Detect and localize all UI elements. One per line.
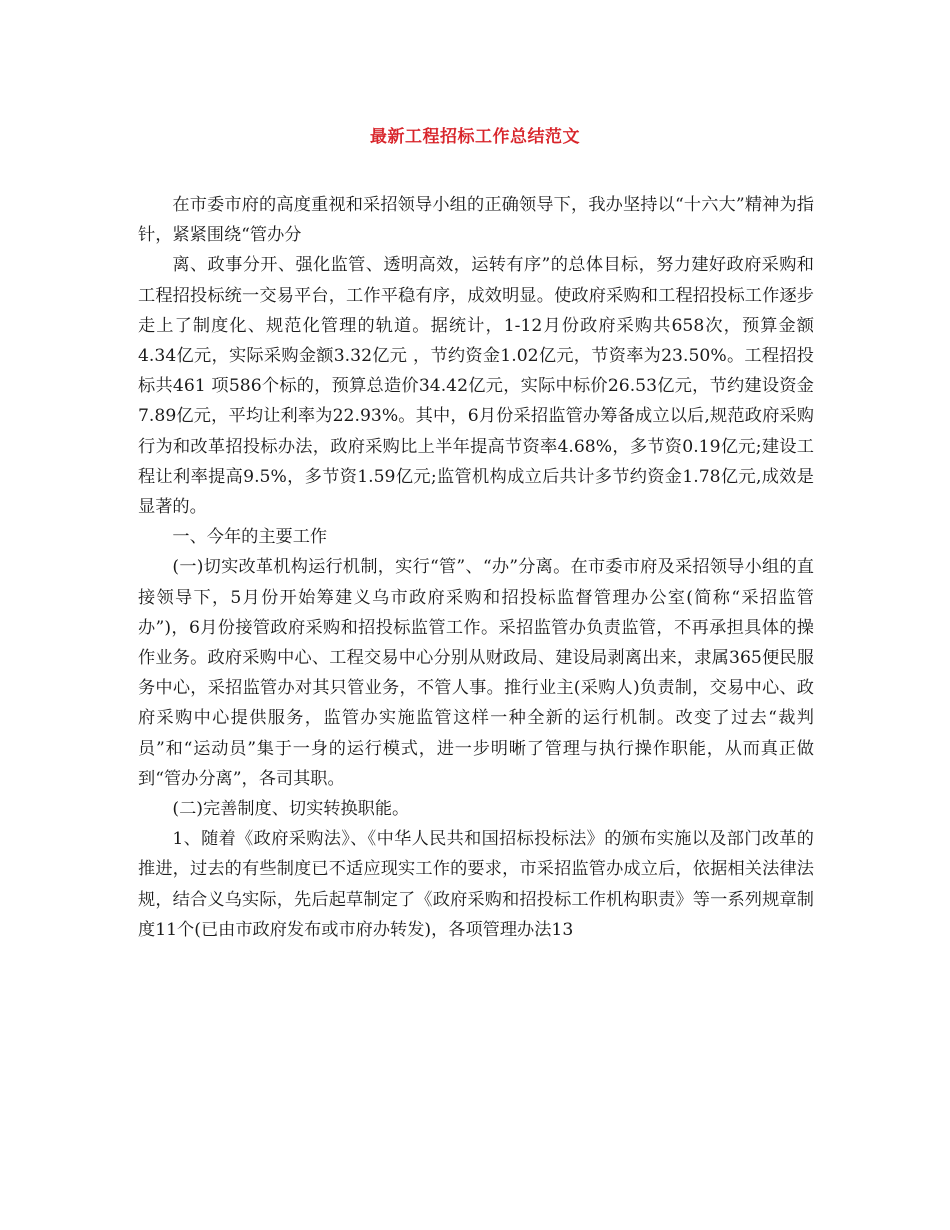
document-title: 最新工程招标工作总结范文 xyxy=(370,127,580,147)
paragraph-regulations: 1、随着《政府采购法》、《中华人民共和国招标投标法》的颁布实施以及部门改革的推进，过去的有些制度已不适应现实工作的要求，市采招监管办成立后，依据相关法律法规，结合义乌实际，先后起草制定了《政府采购和招投标工作机构职责》等一系列规章制度11个(已由市政府发布或市府办转发)，各项管理办法13 xyxy=(138,829,814,940)
subsection-heading-system: (二)完善制度、切实转换职能。 xyxy=(172,799,410,820)
paragraph-summary: 离、政事分开、强化监管、透明高效，运转有序”的总体目标，努力建好政府采购和工程招投标统一交易平台，工作平稳有序，成效明显。使政府采购和工程招投标工作逐步走上了制度化、规范化管理的轨道。据统计，1-12月份政府采购共658次，预算金额4.34亿元，实际采购金额3.32亿元 ，节约资金1.02亿元，节资率为23.50%。工程招投标共461 项586个标的，预算总造价34.42亿元，实际中标价26.53亿元，节约建设资金7.89亿元，平均让利率为22.93%。其中，6月份采招监管办筹备成立以后,规范政府采购行为和改革招投标办法，政府采购比上半年提高节资率4.68%，多节资0.19亿元;建设工程让利率提高9.5%，多节资1.59亿元;监管机构成立后共计多节约资金1.78亿元,成效是显著的。 xyxy=(138,255,814,518)
section-heading-main-work: 一、今年的主要工作 xyxy=(172,527,328,548)
paragraph-reform-mechanism: (一)切实改革机构运行机制，实行“管”、“办”分离。在市委市府及采招领导小组的直接领导下，5月份开始筹建义乌市政府采购和招投标监督管理办公室(简称“采招监管办”)，6月份接管政府采购和招投标监管工作。采招监管办负责监管，不再承担具体的操作业务。政府采购中心、工程交易中心分别从财政局、建设局剥离出来，隶属365便民服务中心，采招监管办对其只管业务，不管人事。推行业主(采购人)负责制，交易中心、政府采购中心提供服务，监管办实施监管这样一种全新的运行机制。改变了过去“裁判员”和“运动员”集于一身的运行模式，进一步明晰了管理与执行操作职能，从而真正做到“管办分离”，各司其职。 xyxy=(138,557,814,789)
document-body xyxy=(138,190,814,945)
paragraph-intro: 在市委市府的高度重视和采招领导小组的正确领导下，我办坚持以“十六大”精神为指针，紧紧围绕“管办分 xyxy=(138,195,814,246)
